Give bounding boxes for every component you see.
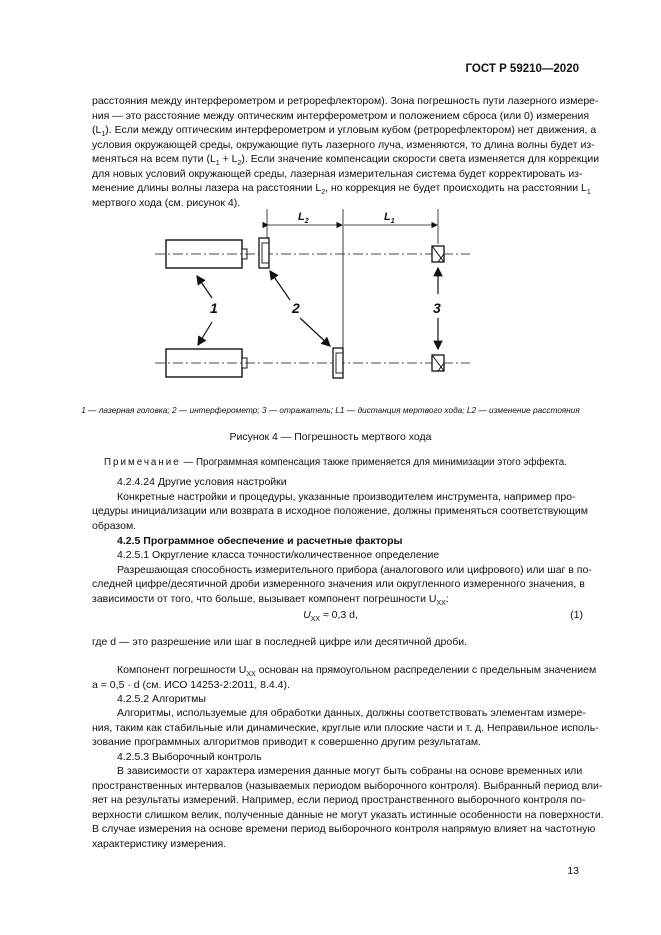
intro-line: менение длины волны лазера на расстоянии $L_2$, но коррекция не будет происходить на расстоянии $L_1$ bbox=[92, 182, 591, 197]
paragraph-line: характеристику измерения. bbox=[92, 838, 227, 850]
callout-1: 1 bbox=[210, 300, 218, 316]
paragraph-line: яет на результаты измерений. Например, если период пространственного выборочного контроля по- bbox=[92, 794, 586, 806]
note: Примечание — Программная компенсация также применяется для минимизации этого эффекта. bbox=[104, 457, 567, 468]
label-l2: $L_2$ bbox=[298, 211, 309, 226]
paragraph-line: Алгоритмы, используемые для обработки данных, должны соответствовать элементам измере- bbox=[117, 707, 586, 719]
section-title: 4.2.5.1 Округление класса точности/количественное определение bbox=[117, 549, 440, 561]
paragraph-line: зависимости от того, что больше, вызывает компонент погрешности $U_{XX}$: bbox=[92, 593, 449, 608]
formula-number: (1) bbox=[570, 609, 583, 621]
intro-line: мертвого хода (см. рисунок 4). bbox=[92, 197, 241, 209]
paragraph-line: цедуры инициализации или возврата в исходное положение, должны применяться соответствующим bbox=[92, 505, 588, 517]
callout-arrow-2-top bbox=[270, 271, 290, 300]
callout-arrow-2-bottom bbox=[300, 318, 330, 346]
callout-arrow-1-top bbox=[197, 276, 212, 298]
paragraph-line: a = 0,5 · d (см. ИСО 14253-2:2011, 8.4.4). bbox=[92, 679, 290, 691]
callout-arrow-1-bottom bbox=[198, 322, 212, 345]
callout-3: 3 bbox=[433, 300, 441, 316]
paragraph-line: Разрешающая способность измерительного прибора (аналогового или цифрового) или шаг в по- bbox=[117, 564, 592, 576]
intro-line: условия окружающей среды, окружающие путь лазерного луча, изменяются, то длина волны будет из- bbox=[92, 139, 595, 151]
figure-caption: Рисунок 4 — Погрешность мертвого хода bbox=[229, 431, 432, 443]
paragraph-line: В случае измерения на основе времени период выборочного контроля напрямую влияет на частотную bbox=[92, 823, 596, 835]
figure-legend: 1 — лазерная головка; 2 — интерферометр; 3 — отражатель; L1 — дистанция мертвого хода; L2 — изменение расстояния bbox=[81, 405, 580, 415]
paragraph-line: Компонент погрешности $U_{XX}$ основан на прямоугольном распределении с предельным значением bbox=[117, 664, 597, 679]
paragraph-line: В зависимости от характера измерения данные могут быть собраны на основе временных или bbox=[117, 765, 583, 777]
interferometer-top bbox=[259, 238, 269, 268]
paragraph-line: пространственных интервалов (называемых периодом выборочного контроля). Выбранный период вли- bbox=[92, 780, 603, 792]
document-header: ГОСТ Р 59210—2020 bbox=[465, 63, 579, 75]
intro-line: $(L_1)$. Если между оптическим интерферометром и угловым кубом (ретрорефлектором) нет движения, а bbox=[92, 124, 597, 139]
paragraph-line: зование программных алгоритмов приводит к совершенно другим результатам. bbox=[92, 736, 482, 748]
intro-line: меняться на всем пути $(L_1 + L_2)$. Если значение компенсации скорости света изменяется для коррекции bbox=[92, 153, 600, 168]
section-heading: 4.2.5 Программное обеспечение и расчетные факторы bbox=[117, 535, 403, 547]
paragraph-line: ния, таким как стабильные или динамические, круглые или плоские части и т. д. Неправильное исполь- bbox=[92, 722, 599, 734]
section-title: 4.2.4.24 Другие условия настройки bbox=[117, 476, 287, 488]
intro-line: ния — это расстояние между оптическим интерферометром и положением сброса (или 0) измерения bbox=[92, 110, 590, 122]
dead-path-figure bbox=[0, 0, 661, 400]
page-number: 13 bbox=[567, 865, 579, 877]
formula: $U_{XX} \approx 0,3$ d, bbox=[303, 609, 358, 624]
paragraph-line: следней цифре/десятичной дроби измеренного значения или округленного измеренного значения, в bbox=[92, 578, 585, 590]
section-title: 4.2.5.3 Выборочный контроль bbox=[117, 751, 262, 763]
interferometer-bottom bbox=[333, 348, 343, 378]
paragraph-line: образом. bbox=[92, 520, 137, 532]
paragraph-line: Конкретные настройки и процедуры, указанные производителем инструмента, например про- bbox=[117, 491, 576, 503]
callout-2: 2 bbox=[292, 300, 300, 316]
paragraph-line: верхности слишком велик, полученные данные не могут указать истинные особенности на поверхности. bbox=[92, 809, 604, 821]
intro-line: для новых условий окружающей среды, лазерная измерительная система будет корректировать из- bbox=[92, 168, 583, 180]
label-l1: $L_1$ bbox=[384, 211, 395, 226]
section-title: 4.2.5.2 Алгоритмы bbox=[117, 693, 206, 705]
paragraph-line: где d — это разрешение или шаг в последней цифре или десятичной дроби. bbox=[92, 636, 468, 648]
intro-line: расстояния между интерферометром и ретрорефлектором). Зона погрешность пути лазерного измере- bbox=[92, 95, 599, 107]
